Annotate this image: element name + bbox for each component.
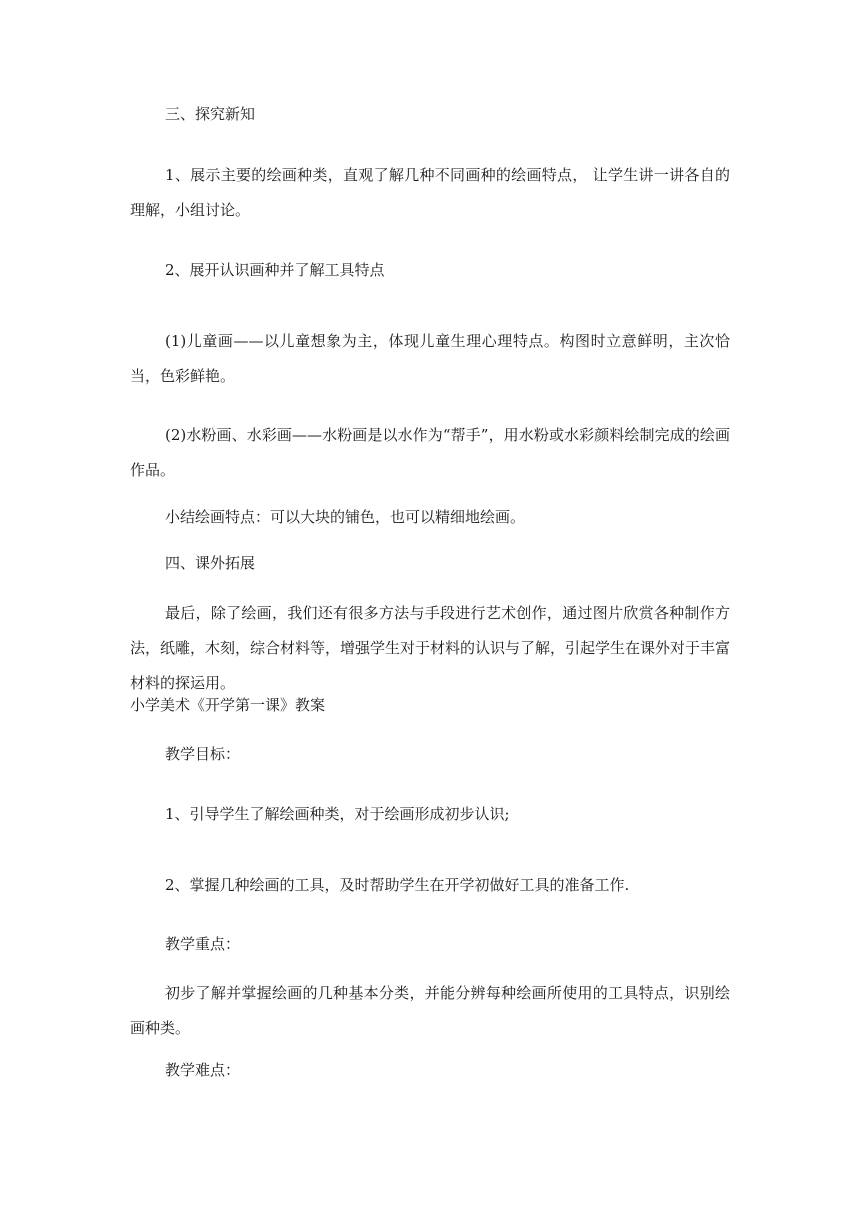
section-heading-explore: 三、探究新知 xyxy=(165,105,256,123)
paragraph-item-1: 1、展示主要的绘画种类，直观了解几种不同画种的绘画特点， 让学生讲一讲各自的理解，小组讨论。 xyxy=(130,166,730,219)
section-heading-extension: 四、课外拓展 xyxy=(165,554,256,572)
heading-teaching-difficulty: 教学难点： xyxy=(165,1061,241,1079)
paragraph-watercolor: (2)水粉画、水彩画——水粉画是以水作为“帮手”，用水粉或水彩颜料绘制完成的绘画作品。 xyxy=(130,426,730,479)
paragraph-teaching-focus: 初步了解并掌握绘画的几种基本分类，并能分辨每种绘画所使用的工具特点，识别绘画种类。 xyxy=(130,984,730,1037)
paragraph-summary: 小结绘画特点：可以大块的铺色，也可以精细地绘画。 xyxy=(165,508,526,526)
heading-teaching-focus: 教学重点： xyxy=(165,935,241,953)
heading-teaching-goals: 教学目标： xyxy=(165,745,241,763)
goal-item-1: 1、引导学生了解绘画种类，对于绘画形成初步认识; xyxy=(165,805,510,823)
paragraph-final: 最后，除了绘画，我们还有很多方法与手段进行艺术创作，通过图片欣赏各种制作方法，纸雕，木刻，综合材料等，增强学生对于材料的认识与了解，引起学生在课外对于丰富材料的探运用。 xyxy=(130,604,731,692)
paragraph-childrens-painting: (1)儿童画——以儿童想象为主，体现儿童生理心理特点。构图时立意鲜明，主次恰当，色彩鲜艳。 xyxy=(130,332,730,385)
goal-item-2: 2、掌握几种绘画的工具，及时帮助学生在开学初做好工具的准备工作. xyxy=(165,876,630,894)
lesson-plan-title: 小学美术《开学第一课》教案 xyxy=(130,696,326,714)
paragraph-item-2: 2、展开认识画种并了解工具特点 xyxy=(165,261,385,279)
